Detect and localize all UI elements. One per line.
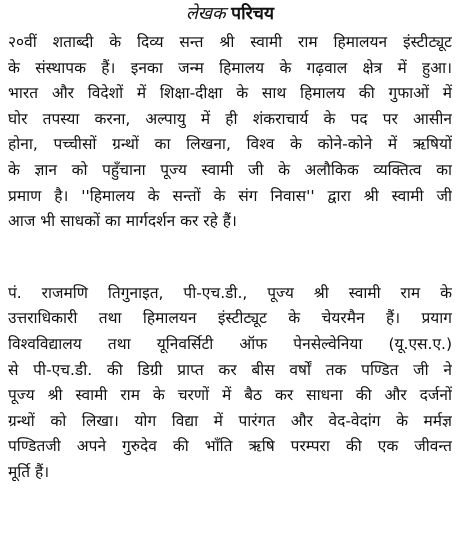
paragraph-line: के ज्ञान को पहुँचाना पूज्य स्वामी जी के अलौकिक व्यक्तित्व का [8,160,452,179]
paragraph-spacer [8,235,452,281]
paragraph-line: के संस्थापक हैं। इनका जन्म हिमालय के गढ़वाल क्षेत्र में हुआ। [8,58,452,77]
tigunait-paragraph [8,281,452,486]
title-italic-word: लेखक [185,4,226,24]
page-title [8,2,452,26]
title-bold-word: परिचय [231,4,275,24]
swami-rama-paragraph [8,30,452,235]
paragraph-line: मूर्ति हैं। [8,462,50,481]
paragraph-line: उत्तराधिकारी तथा हिमालयन इंस्टीट्यूट के चेयरमैन हैं। प्रयाग [8,309,452,328]
paragraph-line: पण्डितजी अपने गुरुदेव की भाँति ऋषि परम्परा की एक जीवन्त [8,437,452,456]
paragraph-line: पं. राजमणि तिगुनाइत, पी-एच.डी., पूज्य श्री स्वामी राम के [8,283,452,302]
paragraph-line: २०वीं शताब्दी के दिव्य सन्त श्री स्वामी राम हिमालयन इंस्टीट्यूट [8,33,452,51]
paragraph-line: विश्वविद्यालय तथा यूनिवर्सिटी ऑफ पेनसेल्वेनिया (यू.एस.ए.) [8,334,452,353]
paragraph-line: प्रमाण है। ''हिमालय के सन्तों के संग निवास'' द्वारा श्री स्वामी जी [8,186,452,205]
paragraph-line: ग्रन्थों को लिखा। योग विद्या में पारंगत और वेद-वेदांग के मर्मज्ञ [8,411,452,430]
paragraph-line: आज भी साधकों का मार्गदर्शन कर रहे हैं। [8,212,237,231]
paragraph-line: पूज्य श्री स्वामी राम के चरणों में बैठ कर साधना की और दर्जनों [8,386,452,405]
paragraph-line: से पी-एच.डी. की डिग्री प्राप्त कर बीस वर्षों तक पण्डित जी ने [8,360,452,379]
paragraph-line: होना, पच्चीसों ग्रन्थों का लिखना, विश्व के कोने-कोने में ऋषियों [8,135,452,154]
paragraph-line: घोर तपस्या करना, अल्पायु में ही शंकराचार्य के पद पर आसीन [8,109,452,128]
paragraph-line: भारत और विदेशों में शिक्षा-दीक्षा के साथ हिमालय की गुफाओं में [8,84,452,103]
